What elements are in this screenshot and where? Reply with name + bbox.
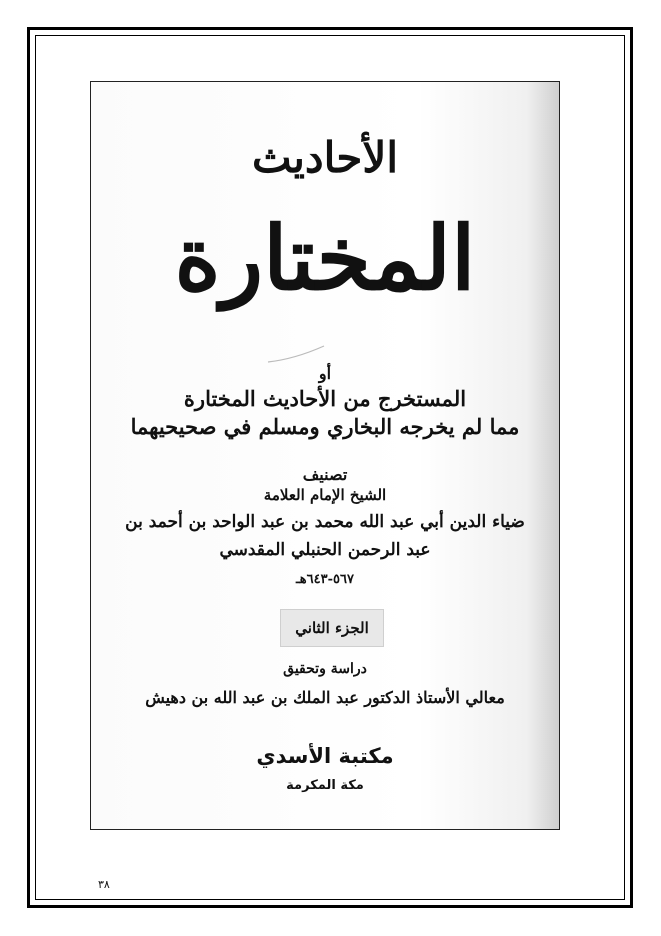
publisher-name: مكتبة الأسدي [256,744,394,768]
or-word: أو [318,364,332,383]
study-label: دراسة وتحقيق [283,661,367,677]
author-dates: ٥٦٧-٦٤٣هـ [296,572,354,587]
subtitle-line-1: المستخرج من الأحاديث المختارة [183,386,467,411]
author-name-line-1: ضياء الدين أبي عبد الله محمد بن عبد الواحد بن أحمد بن [125,512,525,532]
author-label: تصنيف [302,465,348,484]
study-by: معالي الأستاذ الدكتور عبد الملك بن عبد الله بن دهيش [145,688,505,707]
author-title: الشيخ الإمام العلامة [263,486,387,504]
publisher-city: مكة المكرمة [286,778,364,793]
title-page-scan [90,81,560,830]
author-name-line-2: عبد الرحمن الحنبلي المقدسي [219,540,431,560]
page-number: ٣٨ [98,878,110,891]
subtitle-line-2: مما لم يخرجه البخاري ومسلم في صحيحيهما [130,414,520,439]
book-title-line-2: المختارة [174,206,476,310]
decorative-swash-icon [266,344,326,364]
volume-label: الجزء الثاني [280,609,384,647]
book-title-line-1: الأحاديث [251,133,398,182]
